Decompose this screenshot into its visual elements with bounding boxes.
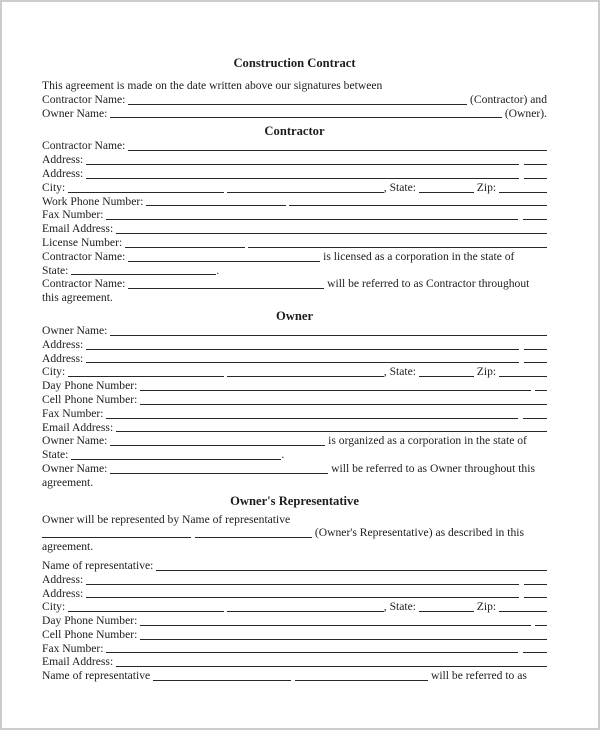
owner-city-state-zip-blank[interactable]	[499, 375, 547, 377]
owner-referred-label: Owner Name:	[42, 461, 111, 475]
blank-gap	[224, 613, 227, 614]
owner-address-2-label: Address:	[42, 351, 87, 365]
contractor-referred-label: will be referred to as Contractor throughout	[324, 277, 530, 291]
contractor-license-label: License Number:	[42, 235, 126, 249]
owner-city-state-zip-blank[interactable]	[227, 375, 383, 377]
rep-city-state-zip-label: , State:	[383, 600, 419, 614]
contractor-address-2	[42, 167, 547, 181]
rep-address-1	[42, 573, 547, 587]
document-title: Construction Contract	[233, 56, 356, 70]
owners-representative-section-field-group	[42, 559, 547, 683]
rep-cell-phone-blank[interactable]	[140, 638, 547, 640]
owner-fax-label: Fax Number:	[42, 406, 107, 420]
blank-gap	[245, 249, 248, 250]
contractor-address-1-blank[interactable]	[524, 163, 547, 165]
blank-gap	[518, 654, 523, 655]
contractor-city-state-zip-blank[interactable]	[68, 191, 224, 193]
owner-corporation	[42, 434, 547, 448]
intro-contractor-name	[42, 93, 547, 107]
owner-state	[42, 448, 547, 462]
contractor-corporation-blank[interactable]	[128, 260, 320, 262]
owner-day-phone-blank[interactable]	[535, 389, 547, 391]
contractor-license-blank[interactable]	[248, 246, 547, 248]
contractor-section	[42, 124, 547, 305]
intro-owner-name-blank[interactable]	[110, 116, 502, 118]
rep-email-blank[interactable]	[116, 665, 547, 667]
rep-cell-phone	[42, 628, 547, 642]
owner-address-2-blank[interactable]	[86, 361, 519, 363]
owner-address-1-blank[interactable]	[524, 348, 547, 350]
rep-name-label: Name of representative:	[42, 558, 157, 572]
contractor-city-state-zip-blank[interactable]	[419, 191, 474, 193]
blank-gap	[519, 586, 524, 587]
owner-state-label: .	[281, 448, 285, 462]
blank-gap	[191, 539, 195, 540]
contractor-referred-label: Contractor Name:	[42, 277, 129, 291]
contractor-state-blank[interactable]	[71, 273, 216, 275]
contractor-address-2-label: Address:	[42, 166, 87, 180]
contractor-name	[42, 139, 547, 153]
blank-gap	[531, 627, 535, 628]
contractor-section-field-group	[42, 139, 547, 305]
contractor-name-blank[interactable]	[128, 149, 547, 151]
rep-intro-1	[42, 513, 547, 527]
contractor-email-blank[interactable]	[116, 232, 547, 234]
owner-address-1-label: Address:	[42, 337, 87, 351]
rep-email-label: Email Address:	[42, 655, 117, 669]
rep-fax-blank[interactable]	[106, 651, 518, 653]
owners-representative-section-para-group	[42, 513, 547, 554]
contractor-city-state-zip-label: Zip:	[473, 180, 500, 194]
contractor-city-state-zip-label: City:	[42, 180, 69, 194]
owner-fax-blank[interactable]	[106, 417, 518, 419]
owner-day-phone	[42, 379, 547, 393]
owner-address-1-blank[interactable]	[86, 348, 519, 350]
owner-corporation-label: Owner Name:	[42, 434, 111, 448]
contractor-address-1	[42, 153, 547, 167]
blank-gap	[519, 166, 524, 167]
owner-name	[42, 324, 547, 338]
contractor-license-blank[interactable]	[125, 246, 245, 248]
rep-fax	[42, 642, 547, 656]
contractor-state	[42, 264, 547, 278]
owner-city-state-zip-blank[interactable]	[419, 375, 474, 377]
rep-referred-label: Name of representative	[42, 669, 154, 683]
contractor-referred	[42, 277, 547, 291]
owner-address-2-blank[interactable]	[524, 361, 547, 363]
owners-representative-section	[42, 494, 547, 684]
owner-section-heading: Owner	[275, 308, 314, 323]
contractor-work-phone-label: Work Phone Number:	[42, 194, 147, 208]
rep-intro-3	[42, 540, 547, 554]
owner-referred-cont-label: agreement.	[42, 475, 94, 489]
owner-email	[42, 421, 547, 435]
owner-name-label: Owner Name:	[42, 323, 111, 337]
owner-name-blank[interactable]	[110, 334, 547, 336]
rep-address-2	[42, 587, 547, 601]
owner-city-state-zip-label: Zip:	[473, 365, 500, 379]
owner-address-2	[42, 352, 547, 366]
owner-cell-phone-label: Cell Phone Number:	[42, 392, 141, 406]
contractor-city-state-zip	[42, 181, 547, 195]
rep-day-phone-label: Day Phone Number:	[42, 614, 141, 628]
owner-state-label: State:	[42, 448, 72, 462]
contractor-referred-blank[interactable]	[128, 287, 324, 289]
rep-city-state-zip	[42, 600, 547, 614]
rep-referred-label: will be referred to as	[428, 669, 527, 683]
blank-gap	[518, 221, 523, 222]
contractor-state-label: State:	[42, 263, 72, 277]
rep-city-state-zip-blank[interactable]	[68, 610, 224, 612]
contractor-name-label: Contractor Name:	[42, 139, 129, 153]
intro-owner-name-label: Owner Name:	[42, 106, 111, 120]
rep-address-1-label: Address:	[42, 572, 87, 586]
contractor-city-state-zip-label: , State:	[383, 180, 419, 194]
owners-representative-section-heading: Owner's Representative	[230, 493, 359, 508]
owner-day-phone-blank[interactable]	[140, 389, 531, 391]
intro-section	[42, 79, 547, 120]
owner-email-blank[interactable]	[116, 430, 547, 432]
contractor-license	[42, 236, 547, 250]
owner-referred-blank[interactable]	[110, 472, 328, 474]
document-body	[42, 79, 547, 683]
owner-city-state-zip-label: , State:	[383, 365, 419, 379]
contractor-work-phone	[42, 195, 547, 209]
blank-gap	[286, 207, 289, 208]
rep-address-1-blank[interactable]	[524, 583, 547, 585]
contractor-work-phone-blank[interactable]	[289, 204, 547, 206]
rep-intro-2-blank[interactable]	[195, 536, 312, 538]
contractor-corporation	[42, 250, 547, 264]
rep-name-blank[interactable]	[156, 569, 547, 571]
rep-city-state-zip-blank[interactable]	[419, 610, 474, 612]
rep-intro-2-label: (Owner's Representative) as described in this	[312, 526, 524, 540]
contractor-work-phone-blank[interactable]	[146, 204, 285, 206]
owner-email-label: Email Address:	[42, 420, 117, 434]
intro-owner-name	[42, 107, 547, 121]
contractor-email-label: Email Address:	[42, 222, 117, 236]
blank-gap	[224, 378, 227, 379]
rep-referred	[42, 669, 547, 683]
contractor-city-state-zip-blank[interactable]	[227, 191, 383, 193]
owner-section-field-group	[42, 324, 547, 490]
contractor-email	[42, 222, 547, 236]
intro-contractor-name-blank[interactable]	[128, 103, 467, 105]
rep-address-1-blank[interactable]	[86, 583, 519, 585]
rep-fax-blank[interactable]	[523, 651, 547, 653]
intro-section-field-group	[42, 79, 547, 120]
owner-referred-label: will be referred to as Owner throughout this	[328, 461, 535, 475]
owner-city-state-zip	[42, 365, 547, 379]
contractor-address-2-blank[interactable]	[524, 177, 547, 179]
contractor-address-1-label: Address:	[42, 153, 87, 167]
contractor-section-heading: Contractor	[264, 124, 325, 139]
rep-intro-3-label: agreement.	[42, 540, 94, 554]
rep-city-state-zip-blank[interactable]	[499, 610, 547, 612]
rep-intro-2-blank[interactable]	[42, 536, 191, 538]
contractor-corporation-label: is licensed as a corporation in the state of	[320, 249, 515, 263]
blank-gap	[531, 392, 535, 393]
rep-intro-2	[42, 526, 547, 540]
owner-address-1	[42, 338, 547, 352]
rep-city-state-zip-label: City:	[42, 600, 69, 614]
contractor-city-state-zip-blank[interactable]	[499, 191, 547, 193]
contractor-address-2-blank[interactable]	[86, 177, 519, 179]
owner-day-phone-label: Day Phone Number:	[42, 379, 141, 393]
blank-gap	[518, 420, 523, 421]
rep-email	[42, 655, 547, 669]
owner-corporation-blank[interactable]	[110, 444, 325, 446]
rep-day-phone-blank[interactable]	[535, 624, 547, 626]
contractor-fax-label: Fax Number:	[42, 208, 107, 222]
owner-section	[42, 309, 547, 490]
rep-intro-1-label: Owner will be represented by Name of representative	[42, 512, 291, 526]
rep-referred-blank[interactable]	[295, 679, 428, 681]
contractor-fax-blank[interactable]	[523, 218, 547, 220]
owner-corporation-label: is organized as a corporation in the state of	[325, 434, 527, 448]
intro-text-label: This agreement is made on the date written above our signatures between	[42, 79, 383, 92]
blank-gap	[519, 599, 524, 600]
rep-day-phone-blank[interactable]	[140, 624, 531, 626]
rep-address-2-label: Address:	[42, 586, 87, 600]
intro-text	[42, 79, 547, 93]
blank-gap	[224, 194, 227, 195]
contractor-fax	[42, 208, 547, 222]
contractor-address-1-blank[interactable]	[86, 163, 519, 165]
blank-gap	[519, 364, 524, 365]
rep-name	[42, 559, 547, 573]
rep-address-2-blank[interactable]	[524, 596, 547, 598]
contractor-state-label: .	[216, 263, 220, 277]
intro-contractor-name-label: (Contractor) and	[467, 92, 547, 106]
blank-gap	[519, 180, 524, 181]
rep-cell-phone-label: Cell Phone Number:	[42, 627, 141, 641]
intro-contractor-name-label: Contractor Name:	[42, 92, 129, 106]
owner-fax-blank[interactable]	[523, 417, 547, 419]
rep-fax-label: Fax Number:	[42, 641, 107, 655]
rep-city-state-zip-label: Zip:	[473, 600, 500, 614]
rep-referred-blank[interactable]	[153, 679, 291, 681]
owner-state-blank[interactable]	[71, 458, 281, 460]
owner-city-state-zip-blank[interactable]	[68, 375, 224, 377]
contractor-corporation-label: Contractor Name:	[42, 249, 129, 263]
rep-address-2-blank[interactable]	[86, 596, 519, 598]
contractor-fax-blank[interactable]	[106, 218, 518, 220]
owner-cell-phone	[42, 393, 547, 407]
owner-fax	[42, 407, 547, 421]
rep-city-state-zip-blank[interactable]	[227, 610, 383, 612]
intro-owner-name-label: (Owner).	[501, 106, 547, 120]
owner-cell-phone-blank[interactable]	[140, 403, 547, 405]
rep-day-phone	[42, 614, 547, 628]
contractor-referred-cont-label: this agreement.	[42, 291, 113, 305]
owner-referred-cont	[42, 476, 547, 490]
blank-gap	[519, 351, 524, 352]
owner-referred	[42, 462, 547, 476]
owner-city-state-zip-label: City:	[42, 365, 69, 379]
contractor-referred-cont	[42, 291, 547, 305]
blank-gap	[291, 682, 295, 683]
